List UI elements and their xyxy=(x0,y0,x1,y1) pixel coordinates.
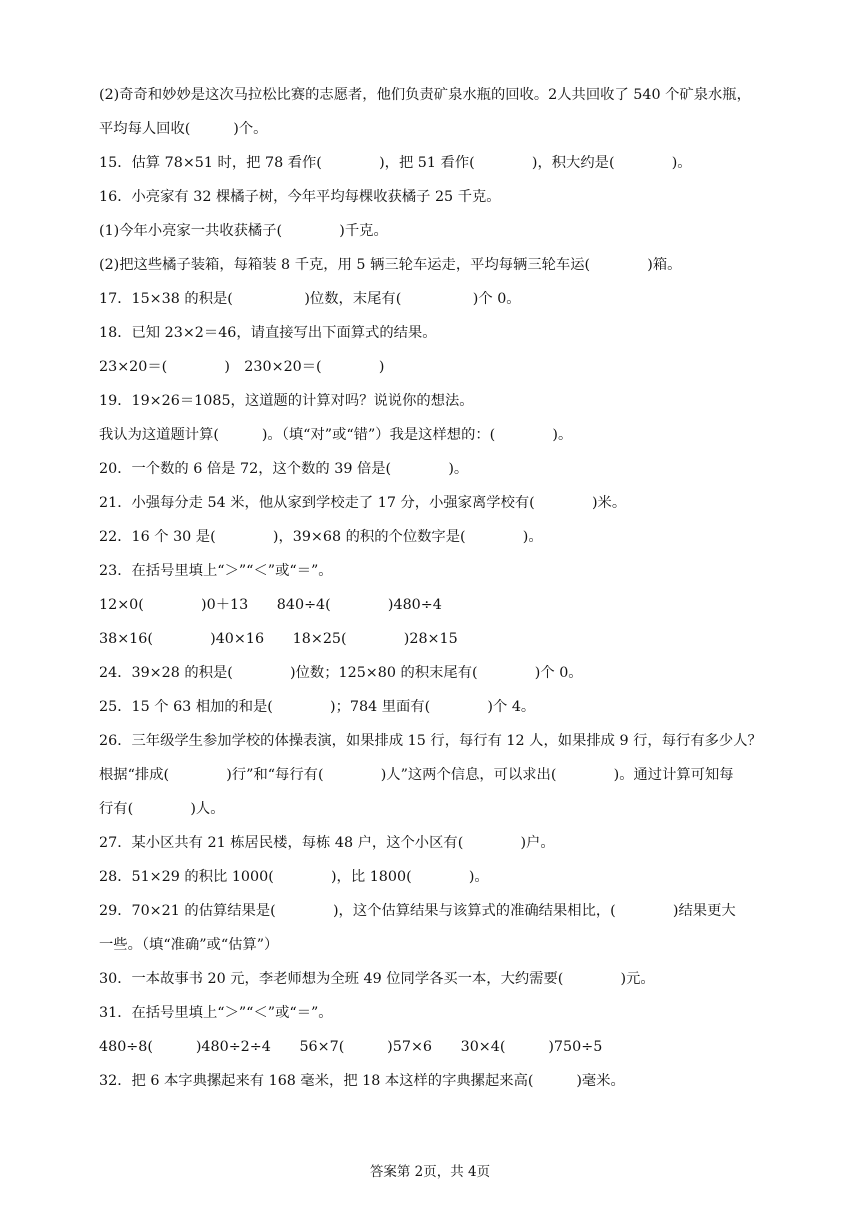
question-23: 23．在括号里填上“＞”“＜”或“＝”。 xyxy=(99,563,333,579)
question-26: 26．三年级学生参加学校的体操表演，如果排成 15 行，每行有 12 人，如果排成 9 行，每行有多少人？ xyxy=(99,733,762,749)
text-line: 一些。（填“准确”或“估算”） xyxy=(99,937,279,953)
text-line: 38×16( )40×16 18×25( )28×15 xyxy=(99,631,458,647)
text-line: 根据“排成( )行”和“每行有( )人”这两个信息，可以求出( )。通过计算可知每 xyxy=(99,767,734,783)
text-line: (1)今年小亮家一共收获橘子( )千克。 xyxy=(99,223,388,239)
question-27: 27．某小区共有 21 栋居民楼，每栋 48 户，这个小区有( )户。 xyxy=(99,835,555,851)
question-30: 30．一本故事书 20 元，李老师想为全班 49 位同学各买一本，大约需要( )元。 xyxy=(99,971,655,987)
text-line: 12×0( )0＋13 840÷4( )480÷4 xyxy=(99,597,442,613)
text-line: 480÷8( )480÷2÷4 56×7( )57×6 30×4( )750÷5 xyxy=(99,1039,603,1055)
text-line: (2)把这些橘子装箱，每箱装 8 千克，用 5 辆三轮车运走，平均每辆三轮车运( )箱。 xyxy=(99,257,682,273)
text-line: 平均每人回收( )个。 xyxy=(99,121,268,137)
document-body xyxy=(99,78,779,1098)
question-25: 25．15 个 63 相加的和是( )；784 里面有( )个 4。 xyxy=(99,699,536,715)
question-17: 17．15×38 的积是( )位数，末尾有( )个 0。 xyxy=(99,291,521,307)
question-20: 20．一个数的 6 倍是 72，这个数的 39 倍是( )。 xyxy=(99,461,469,477)
question-22: 22．16 个 30 是( )，39×68 的积的个位数字是( )。 xyxy=(99,529,543,545)
question-21: 21．小强每分走 54 米，他从家到学校走了 17 分，小强家离学校有( )米。 xyxy=(99,495,627,511)
question-31: 31．在括号里填上“＞”“＜”或“＝”。 xyxy=(99,1005,333,1021)
question-19: 19．19×26＝1085，这道题的计算对吗？说说你的想法。 xyxy=(99,393,474,409)
text-line: 我认为这道题计算( )。（填“对”或“错”）我是这样想的：( )。 xyxy=(99,427,573,443)
question-32: 32．把 6 本字典摞起来有 168 毫米，把 18 本这样的字典摞起来高( )毫米。 xyxy=(99,1073,625,1089)
question-18: 18．已知 23×2＝46，请直接写出下面算式的结果。 xyxy=(99,325,437,341)
text-line: 23×20＝( ) 230×20＝( ) xyxy=(99,359,385,375)
text-line: (2)奇奇和妙妙是这次马拉松比赛的志愿者，他们负责矿泉水瓶的回收。2人共回收了 540 个矿泉水瓶， xyxy=(99,87,751,103)
question-15: 15．估算 78×51 时，把 78 看作( )，把 51 看作( )，积大约是( )。 xyxy=(99,155,692,171)
question-24: 24．39×28 的积是( )位数；125×80 的积末尾有( )个 0。 xyxy=(99,665,583,681)
page-footer: 答案第 2页，共 4页 xyxy=(369,1164,491,1180)
question-29: 29．70×21 的估算结果是( )，这个估算结果与该算式的准确结果相比，( )结果更大 xyxy=(99,903,736,919)
question-28: 28．51×29 的积比 1000( )，比 1800( )。 xyxy=(99,869,489,885)
text-line: 行有( )人。 xyxy=(99,801,225,817)
question-16: 16．小亮家有 32 棵橘子树，今年平均每棵收获橘子 25 千克。 xyxy=(99,189,501,205)
